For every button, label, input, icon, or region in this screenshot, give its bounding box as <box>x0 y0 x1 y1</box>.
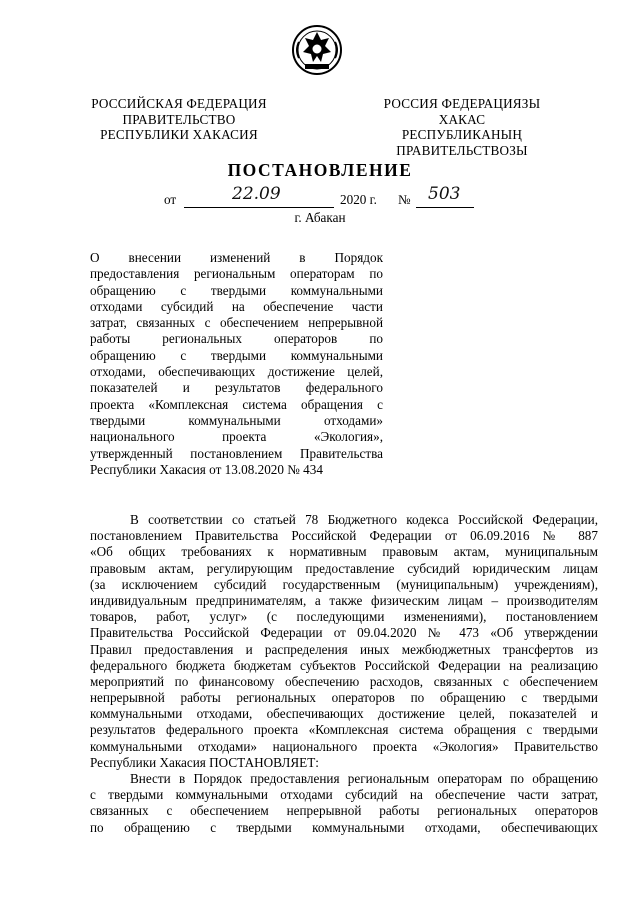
subject-line: проекта «Комплексная система обращения с <box>90 396 383 412</box>
body-line: с твердыми коммунальными отходами субсидий на обеспечение части затрат, <box>90 787 598 803</box>
subject-line: твердыми коммунальными отходами» <box>90 412 383 428</box>
body-line: правовым актам, регулирующим предоставление субсидий юридическим лицам <box>90 560 598 576</box>
document-subject <box>90 250 383 478</box>
header-left-line: РЕСПУБЛИКИ ХАКАСИЯ <box>100 127 258 142</box>
subject-line: работы региональных операторов по <box>90 331 383 347</box>
subject-line: национального проекта «Экология», <box>90 429 383 445</box>
header-right-line: ХАКАС РЕСПУБЛИКАНЫҢ <box>401 111 523 142</box>
body-line: результатов федерального проекта «Комплексная система обращения с твердыми <box>90 722 598 738</box>
body-line: товаров, работ, услуг» (с последующими изменениями), постановлением <box>90 609 598 625</box>
body-line: Правительства Российской Федерации от 09.04.2020 № 473 «Об утверждении <box>90 625 598 641</box>
subject-line: обращению с твердыми коммунальными <box>90 347 383 363</box>
handwritten-date: 22.09 <box>232 184 281 204</box>
body-line: Республики Хакасия ПОСТАНОВЛЯЕТ: <box>90 754 319 770</box>
header-right-line: ПРАВИТЕЛЬСТВОЗЫ <box>396 142 528 158</box>
body-line: федерального бюджета бюджетам субъектов Российской Федерации на реализацию <box>90 657 598 673</box>
coat-of-arms-emblem <box>291 22 343 78</box>
number-label: № <box>398 192 411 207</box>
subject-line: предоставления региональным операторам по <box>90 266 383 282</box>
subject-line: отходами, обеспечивающих достижение целей, <box>90 364 383 380</box>
subject-line: показателей и результатов федерального <box>90 380 383 396</box>
year-label: 2020 г. <box>340 192 377 207</box>
body-line: индивидуальным предпринимателям, а также физическим лицам – производителям <box>90 592 598 608</box>
body-line: В соответствии со статьей 78 Бюджетного кодекса Российской Федерации, <box>130 512 598 527</box>
body-line: коммунальными отходами, обеспечивающих достижение целей, показателей и <box>90 706 598 722</box>
body-line: «Об общих требованиях к нормативным правовым актам, муниципальным <box>90 544 598 560</box>
body-line: непрерывной работы региональных операторов по обращению с твердыми <box>90 690 598 706</box>
subject-line: затрат, связанных с обеспечением непрерывной <box>90 315 383 331</box>
subject-line: О внесении изменений в Порядок <box>90 250 383 265</box>
city-label: г. Абакан <box>294 210 346 225</box>
number-underline <box>416 207 474 208</box>
subject-line: отходами субсидий на обеспечение части <box>90 298 383 314</box>
document-body <box>90 512 598 836</box>
date-underline <box>184 207 334 208</box>
subject-line: Республики Хакасия от 13.08.2020 № 434 <box>90 461 323 477</box>
subject-line: утвержденный постановлением Правительства <box>90 445 383 461</box>
body-line: по обращению с твердыми коммунальными отходами, обеспечивающих <box>90 819 598 835</box>
body-line: мероприятий по финансовому обеспечению расходов, связанных с обеспечением <box>90 673 598 689</box>
header-left-line: РОССИЙСКАЯ ФЕДЕРАЦИЯ <box>91 96 267 111</box>
handwritten-number: 503 <box>428 184 461 204</box>
subject-line: обращению с твердыми коммунальными <box>90 282 383 298</box>
header-left-line: ПРАВИТЕЛЬСТВО <box>122 111 236 127</box>
body-line: Внести в Порядок предоставления региональным операторам по обращению <box>130 771 598 786</box>
body-line: (за исключением субсидий государственным (муниципальным) учреждениям), <box>90 576 598 592</box>
header-right <box>378 96 546 158</box>
document-title: ПОСТАНОВЛЕНИЕ <box>227 160 413 180</box>
body-line: связанных с обеспечением непрерывной работы региональных операторов <box>90 803 598 819</box>
body-line: коммунальными отходами» национального проекта «Экология» Правительство <box>90 738 598 754</box>
body-line: постановлением Правительства Российской Федерации от 06.09.2016 № 887 <box>90 528 598 544</box>
header-right-line: РОССИЯ ФЕДЕРАЦИЯЗЫ <box>383 96 541 111</box>
date-prefix: от <box>164 192 177 207</box>
body-line: Правил предоставления и распределения иных межбюджетных трансфертов из <box>90 641 598 657</box>
header-left <box>90 96 268 143</box>
